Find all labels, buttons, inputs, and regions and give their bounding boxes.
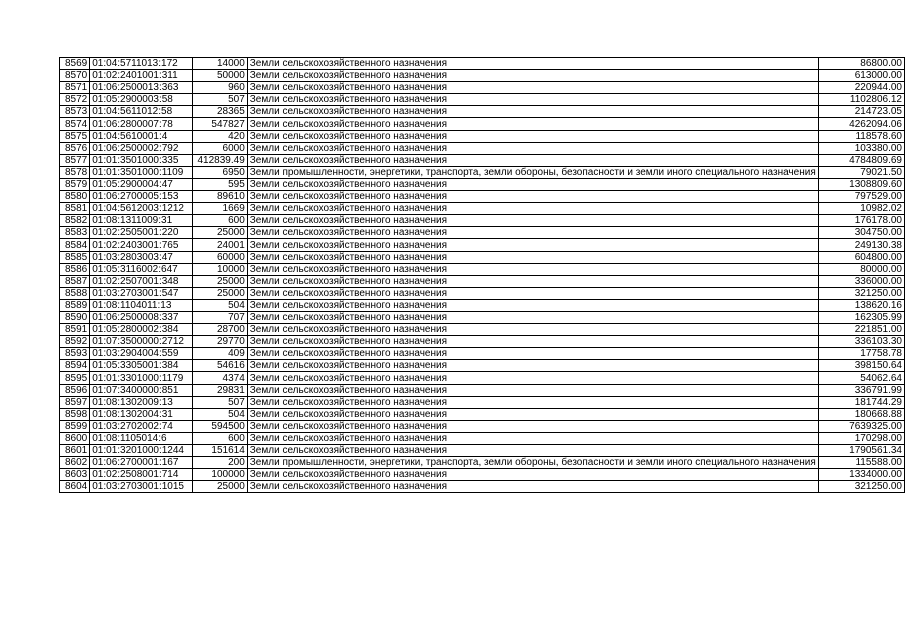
land-category-cell: Земли сельскохозяйственного назначения — [247, 215, 818, 227]
row-number-cell: 8583 — [60, 227, 90, 239]
land-category-cell: Земли сельскохозяйственного назначения — [247, 70, 818, 82]
table-row — [60, 287, 905, 299]
cadastral-value-cell: 1102806.12 — [818, 94, 904, 106]
cadastral-number-cell: 01:05:2900004:47 — [90, 178, 193, 190]
cadastral-number-cell: 01:05:3116002:647 — [90, 263, 193, 275]
cadastral-number-cell: 01:08:1311009:31 — [90, 215, 193, 227]
land-category-cell: Земли сельскохозяйственного назначения — [247, 130, 818, 142]
table-row — [60, 239, 905, 251]
area-cell: 707 — [193, 311, 248, 323]
land-category-cell: Земли сельскохозяйственного назначения — [247, 336, 818, 348]
cadastral-number-cell: 01:02:2507001:348 — [90, 275, 193, 287]
area-cell: 200 — [193, 457, 248, 469]
land-category-cell: Земли сельскохозяйственного назначения — [247, 251, 818, 263]
row-number-cell: 8573 — [60, 106, 90, 118]
row-number-cell: 8580 — [60, 191, 90, 203]
table-row — [60, 299, 905, 311]
cadastral-value-cell: 336103.30 — [818, 336, 904, 348]
area-cell: 6000 — [193, 142, 248, 154]
row-number-cell: 8584 — [60, 239, 90, 251]
cadastral-number-cell: 01:03:2904004:559 — [90, 348, 193, 360]
cadastral-number-cell: 01:04:5611012:58 — [90, 106, 193, 118]
cadastral-number-cell: 01:03:2702002:74 — [90, 420, 193, 432]
area-cell: 24001 — [193, 239, 248, 251]
cadastral-number-cell: 01:02:2505001:220 — [90, 227, 193, 239]
land-category-cell: Земли сельскохозяйственного назначения — [247, 311, 818, 323]
table-row — [60, 481, 905, 493]
cadastral-number-cell: 01:03:2703001:1015 — [90, 481, 193, 493]
table-row — [60, 166, 905, 178]
cadastral-value-cell: 181744.29 — [818, 396, 904, 408]
cadastral-value-cell: 221851.00 — [818, 324, 904, 336]
row-number-cell: 8586 — [60, 263, 90, 275]
table-row — [60, 396, 905, 408]
table-row — [60, 420, 905, 432]
table-row — [60, 372, 905, 384]
land-category-cell: Земли сельскохозяйственного назначения — [247, 118, 818, 130]
cadastral-value-cell: 336791.99 — [818, 384, 904, 396]
row-number-cell: 8588 — [60, 287, 90, 299]
cadastral-number-cell: 01:04:5612003:1212 — [90, 203, 193, 215]
cadastral-value-cell: 604800.00 — [818, 251, 904, 263]
land-category-cell: Земли сельскохозяйственного назначения — [247, 178, 818, 190]
area-cell: 29770 — [193, 336, 248, 348]
land-category-cell: Земли сельскохозяйственного назначения — [247, 299, 818, 311]
table-row — [60, 118, 905, 130]
table-row — [60, 384, 905, 396]
area-cell: 25000 — [193, 287, 248, 299]
land-category-cell: Земли сельскохозяйственного назначения — [247, 372, 818, 384]
row-number-cell: 8576 — [60, 142, 90, 154]
table-row — [60, 106, 905, 118]
land-parcels-table — [59, 57, 905, 493]
row-number-cell: 8577 — [60, 154, 90, 166]
cadastral-value-cell: 115588.00 — [818, 457, 904, 469]
table-row — [60, 469, 905, 481]
area-cell: 89610 — [193, 191, 248, 203]
cadastral-number-cell: 01:03:2703001:547 — [90, 287, 193, 299]
cadastral-number-cell: 01:06:2700005:153 — [90, 191, 193, 203]
area-cell: 409 — [193, 348, 248, 360]
table-row — [60, 311, 905, 323]
cadastral-number-cell: 01:04:5711013:172 — [90, 58, 193, 70]
cadastral-value-cell: 4784809.69 — [818, 154, 904, 166]
row-number-cell: 8589 — [60, 299, 90, 311]
cadastral-number-cell: 01:03:2803003:47 — [90, 251, 193, 263]
land-category-cell: Земли сельскохозяйственного назначения — [247, 263, 818, 275]
cadastral-number-cell: 01:08:1302004:31 — [90, 408, 193, 420]
table-row — [60, 154, 905, 166]
table-body — [60, 58, 905, 493]
area-cell: 60000 — [193, 251, 248, 263]
row-number-cell: 8594 — [60, 360, 90, 372]
land-category-cell: Земли сельскохозяйственного назначения — [247, 324, 818, 336]
row-number-cell: 8578 — [60, 166, 90, 178]
cadastral-value-cell: 1334000.00 — [818, 469, 904, 481]
row-number-cell: 8598 — [60, 408, 90, 420]
table-row — [60, 227, 905, 239]
land-category-cell: Земли сельскохозяйственного назначения — [247, 154, 818, 166]
row-number-cell: 8592 — [60, 336, 90, 348]
area-cell: 547827 — [193, 118, 248, 130]
cadastral-number-cell: 01:01:3201000:1244 — [90, 445, 193, 457]
table-row — [60, 94, 905, 106]
row-number-cell: 8593 — [60, 348, 90, 360]
cadastral-value-cell: 1790561.34 — [818, 445, 904, 457]
table-row — [60, 360, 905, 372]
cadastral-value-cell: 4262094.06 — [818, 118, 904, 130]
land-category-cell: Земли сельскохозяйственного назначения — [247, 445, 818, 457]
area-cell: 595 — [193, 178, 248, 190]
row-number-cell: 8600 — [60, 432, 90, 444]
cadastral-number-cell: 01:01:3301000:1179 — [90, 372, 193, 384]
land-category-cell: Земли сельскохозяйственного назначения — [247, 203, 818, 215]
land-category-cell: Земли сельскохозяйственного назначения — [247, 106, 818, 118]
land-category-cell: Земли сельскохозяйственного назначения — [247, 432, 818, 444]
area-cell: 151614 — [193, 445, 248, 457]
row-number-cell: 8572 — [60, 94, 90, 106]
table-row — [60, 191, 905, 203]
cadastral-number-cell: 01:07:3400000:851 — [90, 384, 193, 396]
area-cell: 504 — [193, 408, 248, 420]
table-row — [60, 445, 905, 457]
cadastral-value-cell: 1308809.60 — [818, 178, 904, 190]
table-row — [60, 275, 905, 287]
cadastral-value-cell: 336000.00 — [818, 275, 904, 287]
cadastral-value-cell: 180668.88 — [818, 408, 904, 420]
cadastral-value-cell: 170298.00 — [818, 432, 904, 444]
cadastral-number-cell: 01:04:5610001:4 — [90, 130, 193, 142]
row-number-cell: 8581 — [60, 203, 90, 215]
area-cell: 10000 — [193, 263, 248, 275]
row-number-cell: 8590 — [60, 311, 90, 323]
row-number-cell: 8585 — [60, 251, 90, 263]
area-cell: 420 — [193, 130, 248, 142]
table-row — [60, 348, 905, 360]
area-cell: 4374 — [193, 372, 248, 384]
cadastral-number-cell: 01:07:3500000:2712 — [90, 336, 193, 348]
row-number-cell: 8602 — [60, 457, 90, 469]
cadastral-value-cell: 220944.00 — [818, 82, 904, 94]
table-row — [60, 178, 905, 190]
cadastral-value-cell: 398150.64 — [818, 360, 904, 372]
area-cell: 507 — [193, 94, 248, 106]
cadastral-value-cell: 321250.00 — [818, 481, 904, 493]
table-row — [60, 251, 905, 263]
cadastral-number-cell: 01:02:2403001:765 — [90, 239, 193, 251]
cadastral-number-cell: 01:06:2800007:78 — [90, 118, 193, 130]
cadastral-value-cell: 176178.00 — [818, 215, 904, 227]
area-cell: 504 — [193, 299, 248, 311]
cadastral-value-cell: 304750.00 — [818, 227, 904, 239]
table-row — [60, 70, 905, 82]
cadastral-value-cell: 138620.16 — [818, 299, 904, 311]
land-category-cell: Земли сельскохозяйственного назначения — [247, 481, 818, 493]
cadastral-value-cell: 7639325.00 — [818, 420, 904, 432]
table-row — [60, 324, 905, 336]
cadastral-number-cell: 01:06:2500008:337 — [90, 311, 193, 323]
land-category-cell: Земли сельскохозяйственного назначения — [247, 191, 818, 203]
land-category-cell: Земли сельскохозяйственного назначения — [247, 408, 818, 420]
area-cell: 1669 — [193, 203, 248, 215]
area-cell: 6950 — [193, 166, 248, 178]
area-cell: 28365 — [193, 106, 248, 118]
table-row — [60, 82, 905, 94]
cadastral-number-cell: 01:08:1105014:6 — [90, 432, 193, 444]
land-category-cell: Земли сельскохозяйственного назначения — [247, 94, 818, 106]
cadastral-number-cell: 01:08:1302009:13 — [90, 396, 193, 408]
area-cell: 25000 — [193, 227, 248, 239]
row-number-cell: 8571 — [60, 82, 90, 94]
row-number-cell: 8579 — [60, 178, 90, 190]
cadastral-number-cell: 01:02:2401001:311 — [90, 70, 193, 82]
land-category-cell: Земли промышленности, энергетики, транспорта, земли обороны, безопасности и земли иного специального назначения — [247, 166, 818, 178]
cadastral-number-cell: 01:01:3501000:1109 — [90, 166, 193, 178]
table-row — [60, 263, 905, 275]
area-cell: 594500 — [193, 420, 248, 432]
table-row — [60, 408, 905, 420]
area-cell: 25000 — [193, 481, 248, 493]
land-category-cell: Земли промышленности, энергетики, транспорта, земли обороны, безопасности и земли иного специального назначения — [247, 457, 818, 469]
land-category-cell: Земли сельскохозяйственного назначения — [247, 348, 818, 360]
table-row — [60, 336, 905, 348]
area-cell: 100000 — [193, 469, 248, 481]
land-category-cell: Земли сельскохозяйственного назначения — [247, 287, 818, 299]
cadastral-number-cell: 01:08:1104011:13 — [90, 299, 193, 311]
row-number-cell: 8569 — [60, 58, 90, 70]
row-number-cell: 8575 — [60, 130, 90, 142]
cadastral-value-cell: 214723.05 — [818, 106, 904, 118]
row-number-cell: 8574 — [60, 118, 90, 130]
land-category-cell: Земли сельскохозяйственного назначения — [247, 275, 818, 287]
row-number-cell: 8603 — [60, 469, 90, 481]
cadastral-value-cell: 54062.64 — [818, 372, 904, 384]
table-row — [60, 130, 905, 142]
table-row — [60, 215, 905, 227]
cadastral-value-cell: 10982.02 — [818, 203, 904, 215]
land-category-cell: Земли сельскохозяйственного назначения — [247, 360, 818, 372]
table-row — [60, 432, 905, 444]
row-number-cell: 8597 — [60, 396, 90, 408]
row-number-cell: 8596 — [60, 384, 90, 396]
cadastral-value-cell: 321250.00 — [818, 287, 904, 299]
row-number-cell: 8601 — [60, 445, 90, 457]
cadastral-number-cell: 01:05:2800002:384 — [90, 324, 193, 336]
land-category-cell: Земли сельскохозяйственного назначения — [247, 396, 818, 408]
cadastral-value-cell: 613000.00 — [818, 70, 904, 82]
row-number-cell: 8599 — [60, 420, 90, 432]
cadastral-number-cell: 01:05:3305001:384 — [90, 360, 193, 372]
area-cell: 14000 — [193, 58, 248, 70]
area-cell: 960 — [193, 82, 248, 94]
cadastral-value-cell: 17758.78 — [818, 348, 904, 360]
table-row — [60, 203, 905, 215]
land-category-cell: Земли сельскохозяйственного назначения — [247, 469, 818, 481]
row-number-cell: 8587 — [60, 275, 90, 287]
table-row — [60, 142, 905, 154]
area-cell: 28700 — [193, 324, 248, 336]
row-number-cell: 8591 — [60, 324, 90, 336]
cadastral-value-cell: 86800.00 — [818, 58, 904, 70]
area-cell: 29831 — [193, 384, 248, 396]
area-cell: 600 — [193, 432, 248, 444]
row-number-cell: 8570 — [60, 70, 90, 82]
row-number-cell: 8582 — [60, 215, 90, 227]
cadastral-number-cell: 01:02:2508001:714 — [90, 469, 193, 481]
cadastral-number-cell: 01:01:3501000:335 — [90, 154, 193, 166]
land-category-cell: Земли сельскохозяйственного назначения — [247, 82, 818, 94]
cadastral-value-cell: 162305.99 — [818, 311, 904, 323]
land-category-cell: Земли сельскохозяйственного назначения — [247, 384, 818, 396]
land-category-cell: Земли сельскохозяйственного назначения — [247, 239, 818, 251]
area-cell: 600 — [193, 215, 248, 227]
area-cell: 507 — [193, 396, 248, 408]
area-cell: 25000 — [193, 275, 248, 287]
cadastral-number-cell: 01:06:2500002:792 — [90, 142, 193, 154]
area-cell: 54616 — [193, 360, 248, 372]
area-cell: 50000 — [193, 70, 248, 82]
row-number-cell: 8604 — [60, 481, 90, 493]
cadastral-number-cell: 01:06:2700001:167 — [90, 457, 193, 469]
area-cell: 412839.49 — [193, 154, 248, 166]
land-category-cell: Земли сельскохозяйственного назначения — [247, 142, 818, 154]
cadastral-value-cell: 79021.50 — [818, 166, 904, 178]
land-category-cell: Земли сельскохозяйственного назначения — [247, 58, 818, 70]
land-category-cell: Земли сельскохозяйственного назначения — [247, 227, 818, 239]
cadastral-number-cell: 01:05:2900003:58 — [90, 94, 193, 106]
table-row — [60, 457, 905, 469]
cadastral-number-cell: 01:06:2500013:363 — [90, 82, 193, 94]
cadastral-value-cell: 118578.60 — [818, 130, 904, 142]
row-number-cell: 8595 — [60, 372, 90, 384]
land-category-cell: Земли сельскохозяйственного назначения — [247, 420, 818, 432]
cadastral-value-cell: 103380.00 — [818, 142, 904, 154]
cadastral-value-cell: 80000.00 — [818, 263, 904, 275]
cadastral-value-cell: 797529.00 — [818, 191, 904, 203]
table-row — [60, 58, 905, 70]
cadastral-value-cell: 249130.38 — [818, 239, 904, 251]
